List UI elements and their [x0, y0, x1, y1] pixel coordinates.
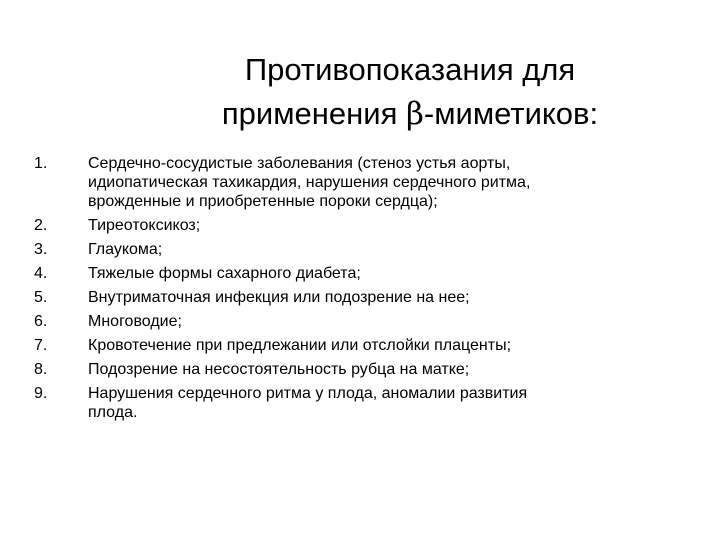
- list-item-text: Внутриматочная инфекция или подозрение на нее;: [88, 289, 470, 306]
- list-item: [34, 360, 674, 379]
- list-item-number: 5.: [34, 289, 48, 306]
- list-item-number: 7.: [34, 337, 48, 354]
- list-item-number: 2.: [34, 217, 48, 234]
- list-item-text: Подозрение на несостоятельность рубца на матке;: [88, 361, 470, 378]
- list-item-number: 3.: [34, 241, 48, 258]
- list-item: [34, 264, 674, 283]
- title-line-2-suffix: -миметиков:: [423, 96, 599, 131]
- slide-title: [150, 48, 670, 136]
- list-item-text: Тяжелые формы сахарного диабета;: [88, 265, 361, 282]
- list-item-number: 8.: [34, 361, 48, 378]
- list-item: [34, 154, 674, 211]
- list-item-text: Многоводие;: [88, 313, 182, 330]
- title-line-1: Противопоказания для: [244, 52, 576, 87]
- list-item-number: 6.: [34, 313, 48, 330]
- title-beta-symbol: β: [405, 96, 424, 132]
- title-line-2-prefix: применения: [221, 96, 406, 131]
- list-item-number: 1.: [34, 155, 48, 172]
- list-item-text: Глаукома;: [88, 241, 163, 258]
- list-item-text: Кровотечение при предлежании или отслойки плаценты;: [88, 337, 512, 354]
- list-item-number: 9.: [34, 385, 48, 402]
- list-item: [34, 384, 674, 422]
- list-item-text: Сердечно-сосудистые заболевания (стеноз устья аорты, идиопатическая тахикардия, нарушения сердечного ритма, врожденные и приобретенные пороки сердца);: [88, 155, 531, 210]
- list-item: [34, 312, 674, 331]
- list-item-text: Нарушения сердечного ритма у плода, аномалии развития плода.: [88, 385, 528, 421]
- list-item: [34, 336, 674, 355]
- list-item: [34, 288, 674, 307]
- contraindications-list: [34, 154, 674, 427]
- list-item: [34, 216, 674, 235]
- list-item-number: 4.: [34, 265, 48, 282]
- list-item-text: Тиреотоксикоз;: [88, 217, 201, 234]
- list-item: [34, 240, 674, 259]
